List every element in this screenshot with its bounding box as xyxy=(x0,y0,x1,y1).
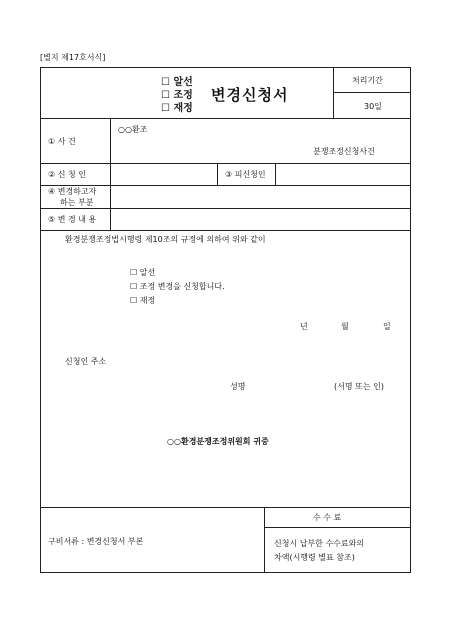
statement-text: 환경분쟁조정법시행령 제10조의 규정에 의하여 위와 같이 xyxy=(65,235,266,244)
document-title: 변경신청서 xyxy=(211,86,289,104)
applicant-address-label: 신청인 주소 xyxy=(65,357,107,366)
applicant-name-label: 성명 xyxy=(230,382,246,391)
case-value-line2: 분쟁조정신청사건 xyxy=(313,147,375,156)
date-day-label: 일 xyxy=(383,322,391,331)
signature-label: (서명 또는 인) xyxy=(334,382,384,391)
change-part-label-line2: 하는 부분 xyxy=(60,198,94,207)
divider xyxy=(333,67,334,118)
respondent-label: ③ 피신청인 xyxy=(225,170,266,179)
title-option-mediation: ☐ 알선 xyxy=(161,77,193,88)
case-label: ① 사 건 xyxy=(48,137,76,146)
body-option-mediation: ☐ 알선 xyxy=(130,268,156,277)
addressee: ○○환경분쟁조정위원회 귀중 xyxy=(167,437,269,446)
processing-period-value: 30일 xyxy=(364,102,382,111)
form-number-label: [별지 제17호서식] xyxy=(40,53,106,62)
divider xyxy=(217,163,218,185)
body-option-arbitration: ☐ 재정 xyxy=(130,296,156,305)
date-month-label: 월 xyxy=(341,322,349,331)
title-option-conciliation: ☐ 조정 xyxy=(161,90,193,101)
divider xyxy=(333,92,411,93)
body-option-conciliation: ☐ 조정 변경을 신청합니다. xyxy=(130,282,225,291)
required-documents: 구비서류 : 변경신청서 부본 xyxy=(48,537,144,546)
divider xyxy=(264,527,411,528)
divider xyxy=(264,507,265,573)
change-content-label: ⑤ 변 경 내 용 xyxy=(48,215,97,224)
divider xyxy=(275,163,276,185)
processing-period-label: 처리기간 xyxy=(352,76,383,85)
change-part-label-line1: ④ 변경하고자 xyxy=(48,187,97,196)
divider xyxy=(40,163,411,164)
date-year-label: 년 xyxy=(300,322,308,331)
applicant-label: ② 신 청 인 xyxy=(48,170,86,179)
title-option-arbitration: ☐ 재정 xyxy=(161,103,193,114)
divider xyxy=(40,507,411,508)
fee-title: 수 수 료 xyxy=(313,513,342,522)
divider xyxy=(40,118,411,119)
form-frame xyxy=(40,67,411,573)
fee-description-line1: 신청시 납부한 수수료와의 xyxy=(274,539,365,548)
fee-description-line2: 차액(시행령 별표 참조) xyxy=(274,553,355,562)
divider xyxy=(110,118,111,230)
case-value-line1: ○○환조 xyxy=(118,125,148,134)
divider xyxy=(40,208,411,209)
divider xyxy=(40,230,411,231)
